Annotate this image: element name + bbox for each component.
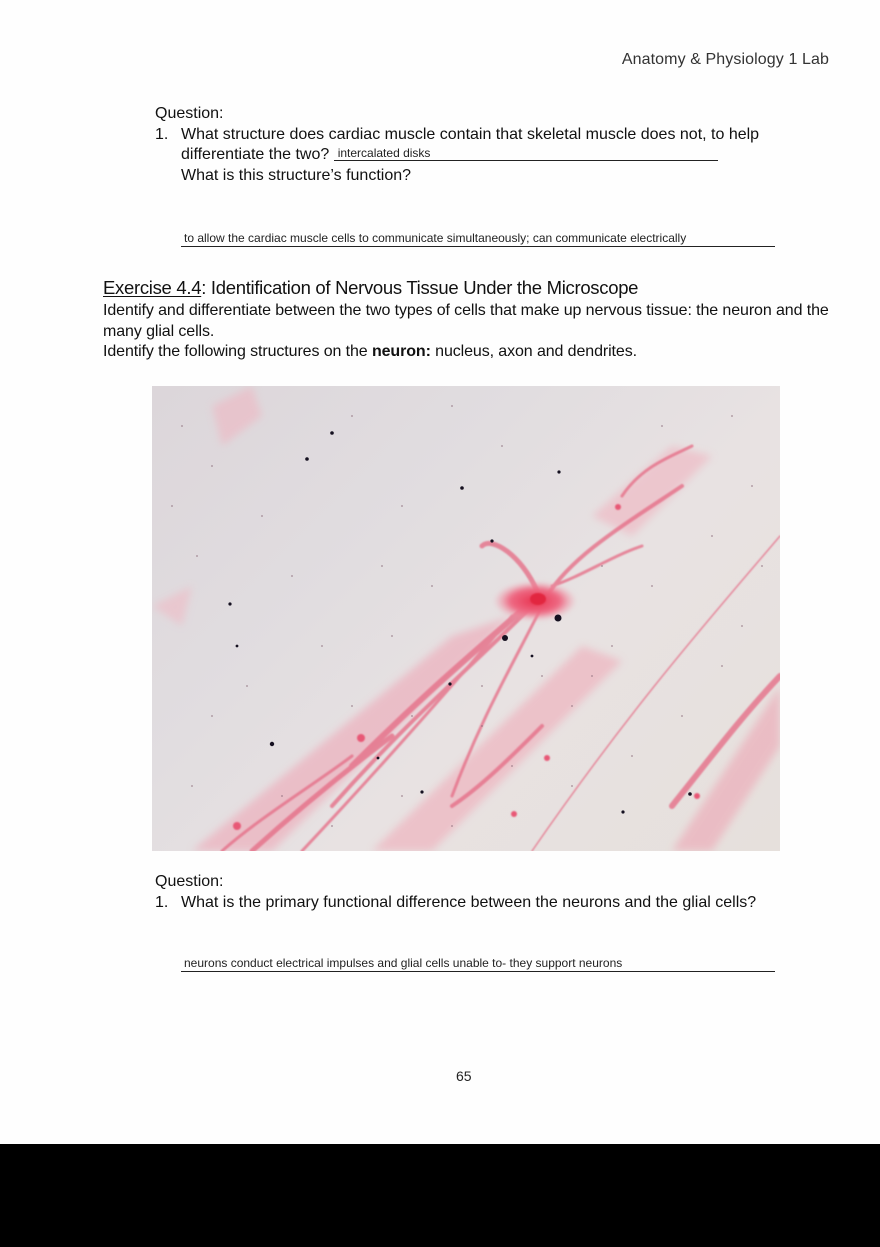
exercise-instructions-2 xyxy=(103,342,843,363)
exercise-section xyxy=(103,276,843,363)
running-header: Anatomy & Physiology 1 Lab xyxy=(621,51,829,68)
question-block-nervous xyxy=(155,872,795,913)
question-item xyxy=(155,893,795,914)
question-number: 1. xyxy=(155,893,169,911)
instructions-text: Identify the following structures on the xyxy=(103,343,372,360)
question-item xyxy=(155,125,795,187)
answer-field-function[interactable]: to allow the cardiac muscle cells to communicate simultaneously; can communicate electrically xyxy=(181,231,775,247)
question-label: Question: xyxy=(155,105,224,122)
question-prompt: What is the primary functional difference between the neurons and the glial cells? xyxy=(181,893,757,911)
instructions-bold-neuron: neuron: xyxy=(371,343,431,360)
question-number: 1. xyxy=(155,125,169,143)
answer-field-structure[interactable]: intercalated disks xyxy=(334,146,718,161)
question-prompt-function: What is this structure’s function? xyxy=(181,166,412,184)
instructions-text-structures: nucleus, axon and dendrites. xyxy=(430,343,637,360)
answer-field-neuron-glia[interactable]: neurons conduct electrical impulses and glial cells unable to- they support neurons xyxy=(181,956,775,972)
exercise-number: Exercise 4.4 xyxy=(103,277,202,298)
exercise-instructions-1: Identify and differentiate between the two types of cells that make up nervous tissue: the neuron and the many glial cells. xyxy=(103,302,829,340)
question-label: Question: xyxy=(155,873,224,890)
exercise-title: : Identification of Nervous Tissue Under the Microscope xyxy=(201,277,639,298)
micrograph-image xyxy=(152,386,780,851)
exercise-heading xyxy=(103,276,843,300)
question-prompt: What structure does cardiac muscle contain that skeletal muscle does not, to help differentiate the two? xyxy=(181,125,760,163)
page-number: 65 xyxy=(456,1068,472,1084)
nervous-tissue-micrograph xyxy=(152,386,780,851)
question-block-cardiac xyxy=(155,104,795,186)
